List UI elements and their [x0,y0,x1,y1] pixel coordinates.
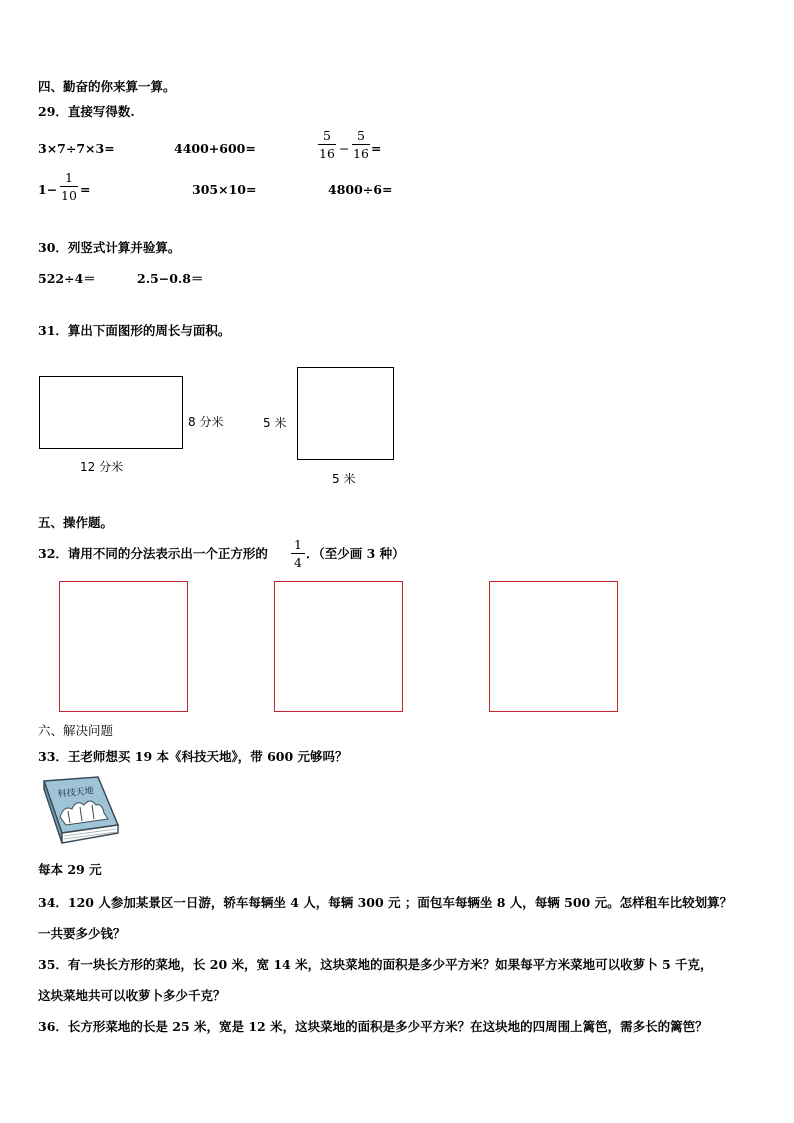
q33-title: 33．王老师想买 19 本《科技天地》，带 600 元够吗？ [38,749,348,764]
square-side-label-bottom: 5 米 [332,472,356,486]
numerator: 1 [65,170,73,185]
book-image [40,775,120,850]
q29-item-a: 3×7÷7×3= [38,141,115,156]
fraction [291,537,305,570]
numerator: 5 [357,128,365,143]
q34-line2: 一共要多少钱？ [38,926,126,941]
rectangle-height-label: 8 分米 [188,415,224,429]
q34-line1: 34．120 人参加某景区一日游，轿车每辆坐 4 人，每辆 300 元 ；面包车每辆坐 8 人，每辆 500 元。怎样租车比较划算？ [38,895,733,910]
q33-price: 每本 29 元 [38,862,102,877]
fraction [60,170,78,203]
square-side-label-left: 5 米 [263,416,287,430]
q31-title: 31．算出下面图形的周长与面积。 [38,323,231,338]
drawing-square-2[interactable] [274,581,403,712]
denominator: 10 [61,188,77,203]
q30-item-b: 2.5−0.8＝ [137,271,204,286]
one-minus: 1− [38,182,58,197]
q29-item-b: 4400+600= [174,141,256,156]
denominator: 16 [353,146,369,161]
q35-line1: 35．有一块长方形的菜地，长 20 米，宽 14 米，这块菜地的面积是多少平方米？如果每平方米菜地可以收萝卜 5 千克， [38,957,713,972]
section-six-title: 六、解决问题 [38,723,114,738]
book-icon [40,775,120,850]
equals-sign: = [80,182,91,197]
q32-title-suffix: ．（至少画 3 种） [306,546,405,561]
q36-line1: 36．长方形菜地的长是 25 米，宽是 12 米，这块菜地的面积是多少平方米？在这块地的四周围上篱笆，需多长的篱笆？ [38,1019,708,1034]
section-five-title: 五、操作题。 [38,515,114,530]
square-figure [297,367,394,460]
q29-item-f: 4800÷6= [328,182,393,197]
q30-title: 30．列竖式计算并验算。 [38,240,181,255]
q29-title: 29．直接写得数. [38,104,135,119]
drawing-square-3[interactable] [489,581,618,712]
denominator: 16 [319,146,335,161]
equals-sign: = [371,141,382,156]
q35-line2: 这块菜地共可以收萝卜多少千克？ [38,988,226,1003]
section-four-title: 四、勤奋的你来算一算。 [38,79,176,94]
minus-sign: − [339,141,350,156]
book-title: 科技天地 [57,786,95,800]
fraction [352,128,370,161]
drawing-square-1[interactable] [59,581,188,712]
numerator: 5 [323,128,331,143]
denominator: 4 [294,555,302,570]
fraction [318,128,336,161]
rectangle-figure [39,376,183,449]
q30-item-a: 522÷4＝ [38,271,96,286]
rectangle-width-label: 12 分米 [80,460,124,474]
numerator: 1 [294,537,302,552]
q32-title-prefix: 32．请用不同的分法表示出一个正方形的 [38,546,268,561]
q29-item-e: 305×10= [192,182,257,197]
